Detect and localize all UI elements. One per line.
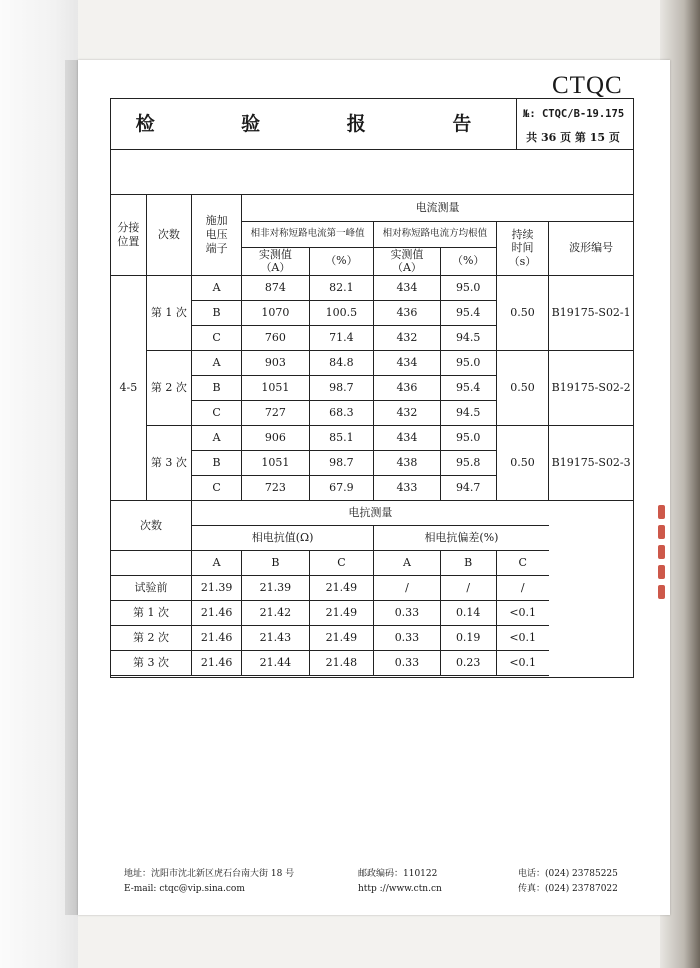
- phase-header-cell: C: [496, 551, 549, 576]
- reactance-trial-spacer: [111, 551, 192, 576]
- table-row: [111, 551, 633, 576]
- rms-current-cell: 434: [374, 351, 441, 376]
- reactance-a-cell: 21.46: [192, 651, 242, 676]
- peak-percent-cell: 98.7: [309, 376, 373, 401]
- deviation-b-cell: /: [440, 576, 496, 601]
- ctqc-logo: CTQC: [552, 72, 623, 99]
- deviation-b-cell: 0.14: [440, 601, 496, 626]
- footer-address: 地址：沈阳市沈北新区虎石台南大街 18 号: [124, 869, 295, 879]
- peak-percent-cell: 98.7: [309, 451, 373, 476]
- rms-percent-cell: 95.0: [440, 351, 496, 376]
- document-number: №: CTQC/B-19.175: [523, 108, 625, 120]
- col-phase-reactance: 相电抗值(Ω): [192, 526, 374, 551]
- col-duration-label: 持续时间: [511, 227, 534, 255]
- table-row: [111, 351, 633, 376]
- table-row: [111, 651, 633, 676]
- rms-current-cell: 436: [374, 376, 441, 401]
- phase-cell: A: [192, 276, 242, 301]
- deviation-a-cell: /: [374, 576, 441, 601]
- peak-percent-cell: 67.9: [309, 476, 373, 501]
- col-peak-current: 相非对称短路电流第一峰值: [242, 221, 374, 247]
- col-reactance-deviation: 相电抗偏差(%): [374, 526, 549, 551]
- phase-header-cell: A: [374, 551, 441, 576]
- rms-percent-cell: 94.5: [440, 326, 496, 351]
- phase-cell: B: [192, 301, 242, 326]
- col-trial-count: 次数: [146, 195, 191, 276]
- report-header: [111, 99, 633, 150]
- col-rms-measured: 实测值（A）: [374, 247, 441, 276]
- phase-cell: A: [192, 426, 242, 451]
- deviation-a-cell: 0.33: [374, 651, 441, 676]
- reactance-b-cell: 21.44: [242, 651, 310, 676]
- reactance-trial-label: 试验前: [111, 576, 192, 601]
- col-waveform-number: 波形编号: [549, 221, 633, 276]
- table-row: [111, 276, 633, 301]
- reactance-c-cell: 21.49: [309, 626, 373, 651]
- deviation-c-cell: /: [496, 576, 549, 601]
- rms-percent-cell: 95.0: [440, 276, 496, 301]
- peak-current-cell: 727: [242, 401, 310, 426]
- footer-postcode: 邮政编码：110122: [358, 869, 438, 879]
- reactance-group-header: 电抗测量: [192, 501, 549, 526]
- deviation-c-cell: <0.1: [496, 601, 549, 626]
- trial-label: 第 1 次: [146, 276, 191, 351]
- duration-value: 0.50: [496, 351, 549, 426]
- rms-percent-cell: 95.4: [440, 301, 496, 326]
- waveform-number: B19175-S02-3: [549, 426, 633, 501]
- col-peak-measured: 实测值（A）: [242, 247, 310, 276]
- reactance-c-cell: 21.48: [309, 651, 373, 676]
- peak-percent-cell: 84.8: [309, 351, 373, 376]
- footer-fax: 传真：(024) 23787022: [518, 884, 618, 894]
- reactance-c-cell: 21.49: [309, 601, 373, 626]
- phase-cell: C: [192, 401, 242, 426]
- tap-position-value: 4-5: [111, 276, 146, 501]
- peak-percent-cell: 71.4: [309, 326, 373, 351]
- table-row: [111, 576, 633, 601]
- reactance-col-trial: 次数: [111, 501, 192, 551]
- col-rms-current: 相对称短路电流方均根值: [374, 221, 496, 247]
- col-applied-terminal: 施加电压端子: [192, 195, 242, 276]
- duration-value: 0.50: [496, 276, 549, 351]
- red-seal-mark: [658, 505, 666, 625]
- col-rms-percent: （%）: [440, 247, 496, 276]
- table-row: [111, 501, 633, 526]
- peak-current-cell: 760: [242, 326, 310, 351]
- deviation-b-cell: 0.23: [440, 651, 496, 676]
- deviation-c-cell: <0.1: [496, 626, 549, 651]
- peak-current-cell: 1051: [242, 451, 310, 476]
- reactance-trial-label: 第 3 次: [111, 651, 192, 676]
- table-row: [111, 426, 633, 451]
- footer-email: E-mail: ctqc@vip.sina.com: [124, 884, 245, 894]
- binding-edge: [65, 60, 78, 915]
- deviation-b-cell: 0.19: [440, 626, 496, 651]
- phase-header-cell: B: [440, 551, 496, 576]
- deviation-a-cell: 0.33: [374, 601, 441, 626]
- peak-percent-cell: 82.1: [309, 276, 373, 301]
- rms-current-cell: 434: [374, 426, 441, 451]
- phase-header-cell: C: [309, 551, 373, 576]
- peak-current-cell: 1051: [242, 376, 310, 401]
- reactance-b-cell: 21.39: [242, 576, 310, 601]
- rms-percent-cell: 95.4: [440, 376, 496, 401]
- footer-phone: 电话：(024) 23785225: [518, 869, 618, 879]
- rms-current-cell: 434: [374, 276, 441, 301]
- table-row: [111, 601, 633, 626]
- peak-percent-cell: 85.1: [309, 426, 373, 451]
- report-title: 检 验 报 告: [135, 113, 512, 135]
- rms-percent-cell: 95.0: [440, 426, 496, 451]
- phase-header-cell: B: [242, 551, 310, 576]
- waveform-number: B19175-S02-2: [549, 351, 633, 426]
- rms-current-cell: 436: [374, 301, 441, 326]
- peak-current-cell: 1070: [242, 301, 310, 326]
- rms-current-cell: 432: [374, 326, 441, 351]
- col-duration-unit: （s）: [508, 255, 537, 269]
- rms-current-cell: 432: [374, 401, 441, 426]
- current-measurement-section: [111, 195, 633, 501]
- reactance-measurement-section: [111, 501, 633, 676]
- reactance-a-cell: 21.46: [192, 601, 242, 626]
- reactance-c-cell: 21.49: [309, 576, 373, 601]
- deviation-c-cell: <0.1: [496, 651, 549, 676]
- peak-current-cell: 723: [242, 476, 310, 501]
- col-peak-percent: （%）: [309, 247, 373, 276]
- phase-cell: B: [192, 376, 242, 401]
- rms-current-cell: 438: [374, 451, 441, 476]
- table-row: [111, 195, 633, 221]
- col-tap-position: 分接位置: [111, 195, 146, 276]
- peak-current-cell: 874: [242, 276, 310, 301]
- deviation-a-cell: 0.33: [374, 626, 441, 651]
- rms-current-cell: 433: [374, 476, 441, 501]
- current-group-header: 电流测量: [242, 195, 633, 221]
- peak-percent-cell: 68.3: [309, 401, 373, 426]
- reactance-a-cell: 21.39: [192, 576, 242, 601]
- test-data-table: [111, 195, 633, 676]
- reactance-a-cell: 21.46: [192, 626, 242, 651]
- rms-percent-cell: 94.5: [440, 401, 496, 426]
- trial-label: 第 2 次: [146, 351, 191, 426]
- phase-cell: B: [192, 451, 242, 476]
- phase-cell: A: [192, 351, 242, 376]
- reactance-trial-label: 第 2 次: [111, 626, 192, 651]
- col-duration: [496, 221, 549, 276]
- phase-cell: C: [192, 476, 242, 501]
- reactance-b-cell: 21.42: [242, 601, 310, 626]
- rms-percent-cell: 94.7: [440, 476, 496, 501]
- waveform-number: B19175-S02-1: [549, 276, 633, 351]
- reactance-trial-label: 第 1 次: [111, 601, 192, 626]
- trial-label: 第 3 次: [146, 426, 191, 501]
- phase-cell: C: [192, 326, 242, 351]
- report-frame: [110, 98, 634, 678]
- peak-current-cell: 906: [242, 426, 310, 451]
- phase-header-cell: A: [192, 551, 242, 576]
- duration-value: 0.50: [496, 426, 549, 501]
- table-row: [111, 626, 633, 651]
- rms-percent-cell: 95.8: [440, 451, 496, 476]
- page-indicator: 共 36 页 第 15 页: [526, 131, 620, 144]
- footer-website: http ://www.ctn.cn: [358, 884, 442, 894]
- peak-current-cell: 903: [242, 351, 310, 376]
- peak-percent-cell: 100.5: [309, 301, 373, 326]
- reactance-b-cell: 21.43: [242, 626, 310, 651]
